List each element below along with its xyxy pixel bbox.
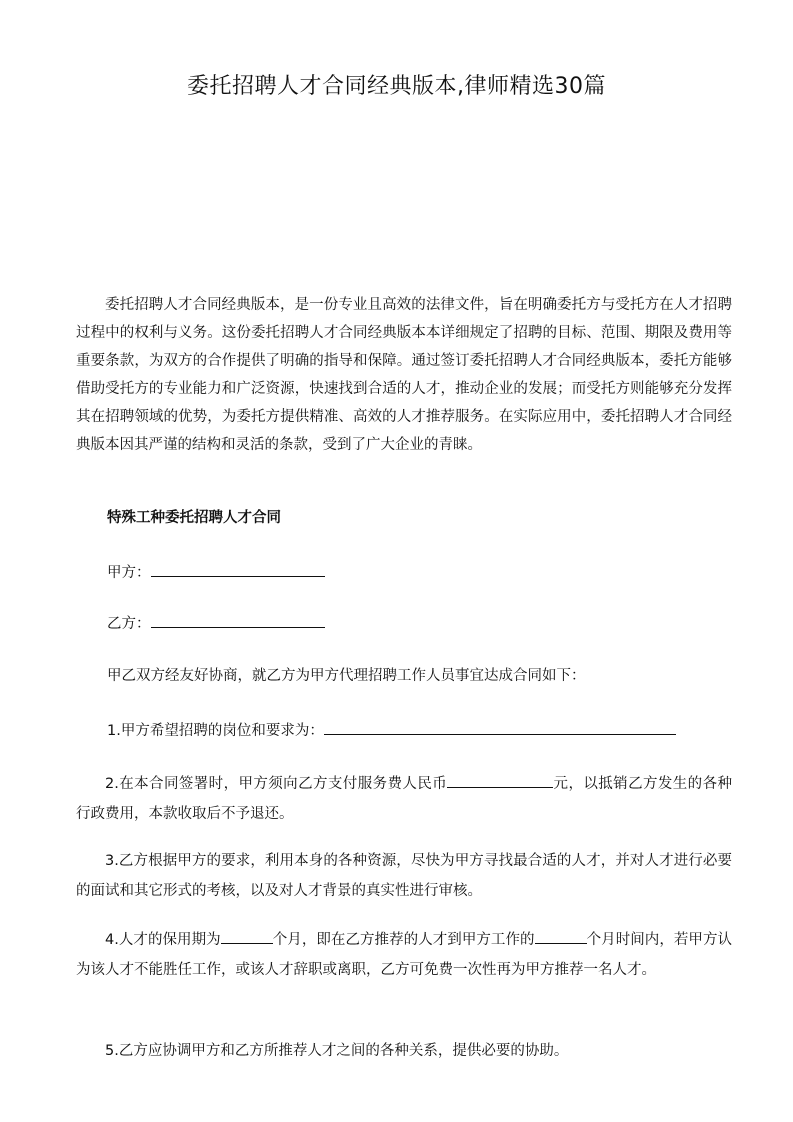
clause-4-text-c: 个月时间内，若甲方认为该人才不能胜任工作，或该人才辞职或离职，乙方可免费一次性再为甲方推荐一名人才。 — [76, 932, 733, 978]
party-a-line — [107, 561, 325, 585]
party-a-label: 甲方： — [107, 565, 151, 581]
clause-4-text-b: 个月，即在乙方推荐的人才到甲方工作的 — [272, 932, 535, 948]
clause-2 — [76, 769, 732, 829]
preamble: 甲乙双方经友好协商，就乙方为甲方代理招聘工作人员事宜达成合同如下： — [107, 668, 586, 684]
clause-3: 3.乙方根据甲方的要求，利用本身的各种资源，尽快为甲方寻找最合适的人才，并对人才进行必要的面试和其它形式的考核，以及对人才背景的真实性进行审核。 — [76, 853, 732, 899]
party-a-blank[interactable] — [151, 561, 325, 577]
clause-1-text: 1.甲方希望招聘的岗位和要求为： — [107, 723, 324, 739]
clause-2-fee-blank[interactable] — [447, 772, 553, 788]
clause-4-months-blank-2[interactable] — [535, 928, 587, 944]
document-title: 委托招聘人才合同经典版本,律师精选30篇 — [187, 74, 606, 99]
clause-4-text-a: 4.人才的保用期为 — [105, 932, 221, 948]
clause-1-blank[interactable] — [324, 719, 676, 735]
clause-4 — [76, 925, 732, 985]
clause-5: 5.乙方应协调甲方和乙方所推荐人才之间的各种关系，提供必要的协助。 — [105, 1043, 569, 1059]
section-heading: 特殊工种委托招聘人才合同 — [107, 510, 281, 526]
clause-2-text-b: 元，以抵销乙方发生的各种行政费用，本款收取后不予退还。 — [76, 776, 732, 822]
clause-4-months-blank-1[interactable] — [221, 928, 273, 944]
party-b-blank[interactable] — [151, 612, 325, 628]
clause-1 — [107, 719, 676, 743]
party-b-line — [107, 612, 325, 636]
party-b-label: 乙方： — [107, 616, 151, 632]
intro-paragraph: 委托招聘人才合同经典版本，是一份专业且高效的法律文件，旨在明确委托方与受托方在人才招聘过程中的权利与义务。这份委托招聘人才合同经典版本本详细规定了招聘的目标、范围、期限及费用等重要条款，为双方的合作提供了明确的指导和保障。通过签订委托招聘人才合同经典版本，委托方能够借助受托方的专业能力和广泛资源，快速找到合适的人才，推动企业的发展；而受托方则能够充分发挥其在招聘领域的优势，为委托方提供精准、高效的人才推荐服务。在实际应用中，委托招聘人才合同经典版本因其严谨的结构和灵活的条款，受到了广大企业的青睐。 — [76, 297, 732, 453]
clause-2-text-a: 2.在本合同签署时，甲方须向乙方支付服务费人民币 — [105, 776, 448, 792]
